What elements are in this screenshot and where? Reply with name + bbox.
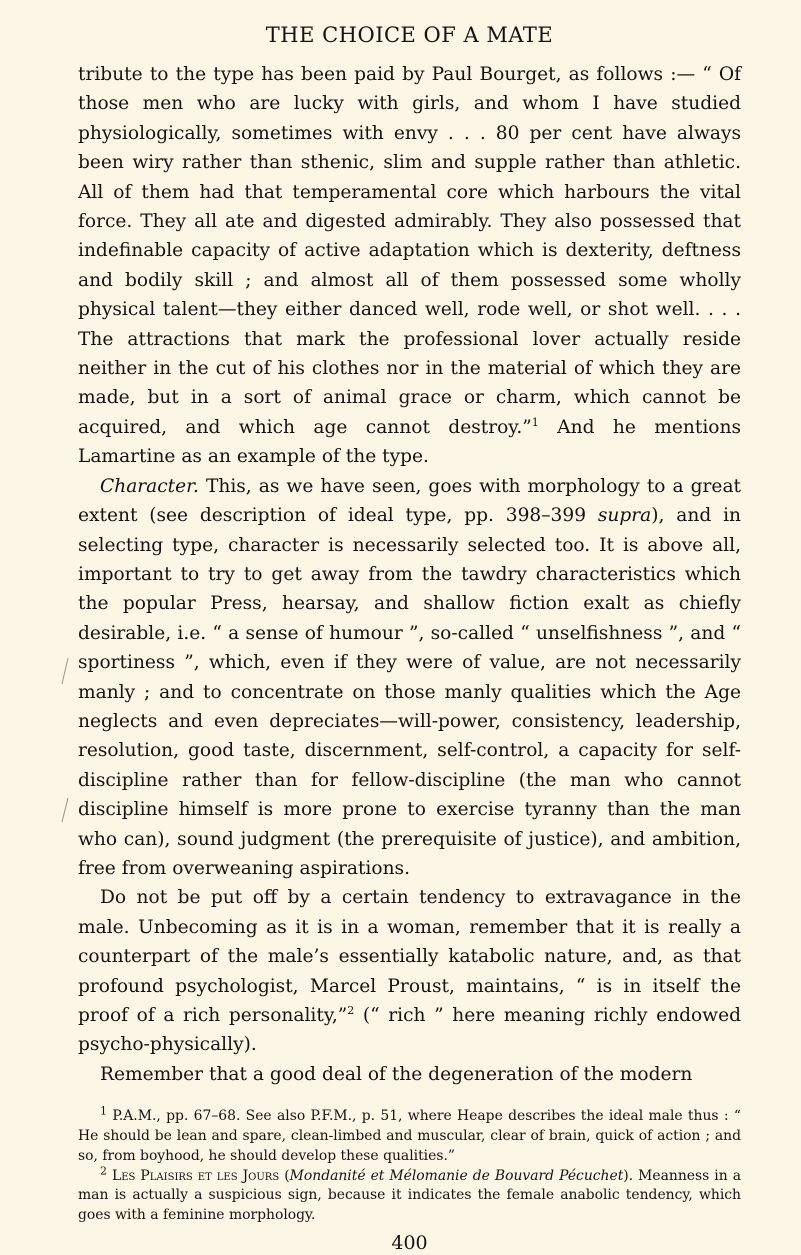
paragraph-3 bbox=[78, 883, 741, 1059]
page-number: 400 bbox=[391, 1232, 428, 1254]
paragraph-2-b: ), and in selecting type, character is necessarily selected too. It is above all, important to try to get away from the tawdry characteristics which the popular Press, hearsay, and shallow fiction exalt as chiefly desirable, i.e. “ a sense of humour ”, so-called “ unselfishness ”, and “ sportiness ”, which, even if they were of value, are not necessarily manly ; and to concentrate on those manly qualities which the Age neglects and even depreciates—will-power, consistency, leadership, resolution, good taste, discernment, self-control, a capacity for self-discipline rather than for fellow-discipline (the man who cannot discipline himself is more prone to exercise tyranny than the man who can), sound judgment (the prerequisite of justice), and ambition, free from overweaning aspirations. bbox=[78, 505, 741, 879]
footnote-2-paren-close: ). bbox=[623, 1167, 634, 1184]
supra-word: supra bbox=[597, 505, 652, 527]
paragraph-2 bbox=[78, 472, 741, 884]
footnote-1-text: P.A.M., pp. 67–68. See also P.F.M., p. 51, where Heape describes the ideal male thus : “ He should be lean and spare, clean-limbed and muscular, clear of brain, quick of action ; and so, from boyhood, he should develop these qualities.” bbox=[78, 1108, 741, 1164]
paragraph-3-a: Do not be put off by a certain tendency to extravagance in the male. Unbecoming as it is in a woman, remember that it is really a counterpart of the male’s essentially katabolic nature, and, as that profound psychologist, Marcel Proust, maintains, “ is in itself the proof of a rich personality,” bbox=[78, 887, 741, 1026]
book-page bbox=[78, 20, 741, 1254]
footnote-1 bbox=[78, 1104, 741, 1166]
character-heading: Character. bbox=[100, 475, 199, 497]
footnote-2-paren-open: ( bbox=[279, 1167, 290, 1184]
paragraph-1-tail: And he mentions Lamartine as an example of the type. bbox=[78, 416, 741, 468]
paragraph-2-a: This, as we have seen, goes with morphology to a great extent (see description of ideal type, pp. 398–399 bbox=[78, 475, 741, 527]
footnote-2-mark: 2 bbox=[100, 1163, 107, 1177]
running-header: THE CHOICE OF A MATE bbox=[265, 23, 554, 47]
footnote-2-source: Les Plaisirs et les Jours bbox=[107, 1167, 280, 1184]
footnotes bbox=[78, 1104, 741, 1226]
footnote-1-mark: 1 bbox=[100, 1104, 107, 1118]
paragraph-1 bbox=[78, 60, 741, 472]
footnote-2-works: Mondanité et Mélomanie de Bouvard Pécuchet bbox=[289, 1167, 624, 1184]
footnote-2 bbox=[78, 1163, 741, 1226]
footnote-ref-2: 2 bbox=[347, 1003, 355, 1017]
pencil-mark-1 bbox=[62, 658, 68, 684]
paragraph-3-b: (“ rich ” here meaning richly endowed psycho-physically). bbox=[78, 1005, 742, 1056]
pencil-mark-2 bbox=[62, 798, 68, 822]
paragraph-1-text: tribute to the type has been paid by Paul Bourget, as follows :— “ Of those men who are lucky with girls, and whom I have studied physiologically, sometimes with envy . . . 80 per cent have always been wiry rather than sthenic, slim and supple rather than athletic. All of them had that temperamental core which harbours the vital force. They all ate and digested admirably. They also possessed that indefinable capacity of active adaptation which is dexterity, deftness and bodily skill ; and almost all of them possessed some wholly physical talent—they either danced well, rode well, or shot well. . . . The attractions that mark the professional lover actually reside neither in the cut of his clothes nor in the material of which they are made, but in a sort of animal grace or charm, which cannot be acquired, and which age cannot destroy.” bbox=[78, 64, 741, 438]
footnote-2-text: Meanness in a man is actually a suspicious sign, because it indicates the female anabolic tendency, which goes with a feminine morphology. bbox=[78, 1167, 741, 1224]
footnote-ref-1: 1 bbox=[531, 415, 539, 429]
paragraph-4: Remember that a good deal of the degeneration of the modern bbox=[100, 1063, 693, 1085]
